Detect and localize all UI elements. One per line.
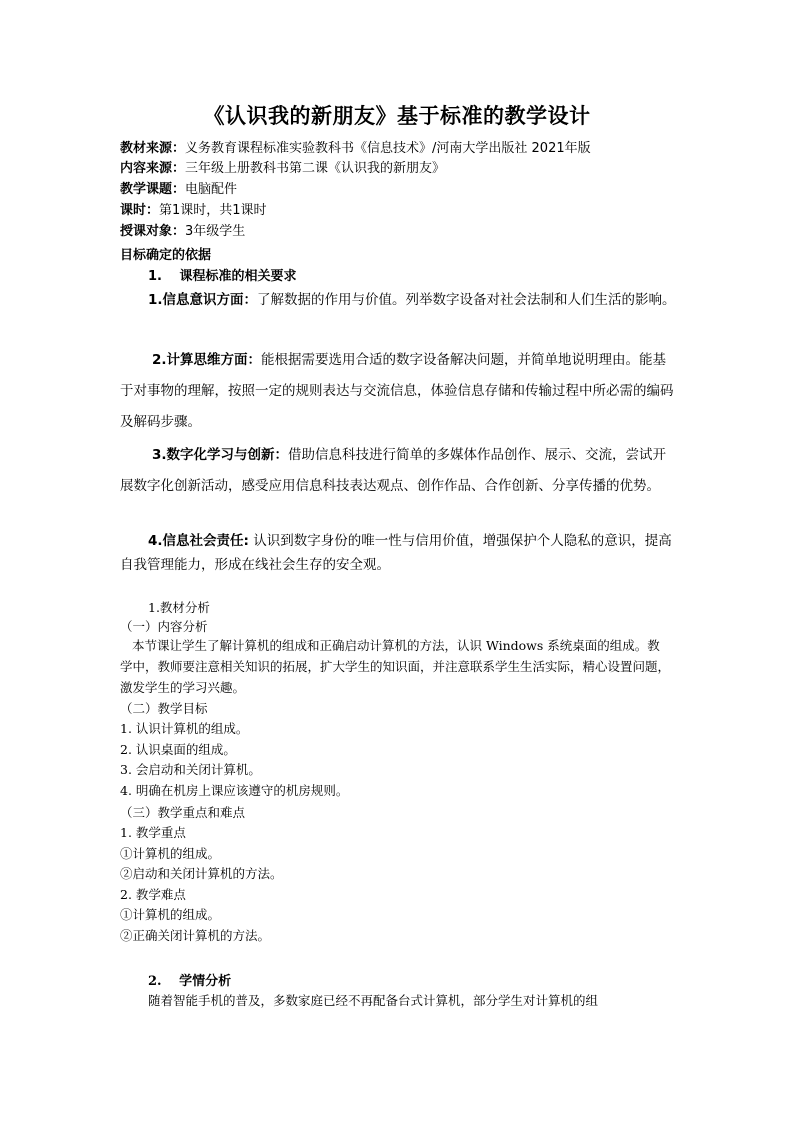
meta-source xyxy=(120,139,591,159)
meta-label: 教学课题： xyxy=(120,182,186,197)
meta-label: 授课对象： xyxy=(120,224,186,239)
standard-text: 了解数据的作用与价值。列举数字设备对社会法制和人们生活的影响。 xyxy=(257,292,676,308)
list-item: 2. 认识桌面的组成。 xyxy=(120,741,236,757)
standard-text: 能根据需要选用合适的数字设备解决问题，并简单地说明理由。能基于对事物的理解，按照一定的规则表达与交流信息，体验信息存储和传输过程中所必需的编码及解码步骤。 xyxy=(120,352,674,430)
meta-label: 课时： xyxy=(120,203,160,218)
standard-text: 认识到数字身份的唯一性与信用价值，增强保护个人隐私的意识，提高自我管理能力，形成在线社会生存的安全观。 xyxy=(120,533,672,573)
standard-lead: 4.信息社会责任: xyxy=(148,533,249,549)
content-text: 本节课让学生了解计算机的组成和正确启动计算机的方法，认识 Windows 系统桌面的组成。教学中，教师要注意相关知识的拓展，扩大学生的知识面，并注意联系学生生活实际，精心设置问题，激发学生的学习兴趣。 xyxy=(120,638,671,695)
goals-list xyxy=(120,719,348,801)
standard-paragraph-2 xyxy=(120,345,676,438)
list-item: 4. 明确在机房上课应该遵守的机房规则。 xyxy=(120,782,349,798)
list-item: ②正确关闭计算机的方法。 xyxy=(120,927,271,943)
meta-value: 义务教育课程标准实验教科书《信息技术》/河南大学出版社 2021年版 xyxy=(185,141,591,156)
standard-paragraph-3 xyxy=(120,440,676,502)
standard-text: 借助信息科技进行简单的多媒体作品创作、展示、交流，尝试开展数字化创新活动，感受应用信息科技表达观点、创作作品、合作创新、分享传播的优势。 xyxy=(120,447,667,494)
meta-value: 3年级学生 xyxy=(185,224,246,239)
content-heading: （一）内容分析 xyxy=(120,619,208,634)
meta-audience xyxy=(120,222,245,242)
learner-text: 随着智能手机的普及，多数家庭已经不再配备台式计算机，部分学生对计算机的组 xyxy=(148,993,599,1008)
list-item: 3. 会启动和关闭计算机。 xyxy=(120,762,261,777)
goals-heading: （二）教学目标 xyxy=(120,701,208,716)
page-title: 《认识我的新朋友》基于标准的教学设计 xyxy=(203,103,591,128)
meta-label: 教材来源： xyxy=(120,141,186,156)
standard-lead: 3.数字化学习与创新： xyxy=(152,447,289,463)
analysis-heading: 1.教材分析 xyxy=(148,600,210,615)
list-item: ②启动和关闭计算机的方法。 xyxy=(120,866,283,881)
standard-lead: 2.计算思维方面： xyxy=(152,352,262,368)
meta-value: 电脑配件 xyxy=(185,182,238,197)
standard-paragraph-1 xyxy=(120,285,676,316)
basis-heading: 目标确定的依据 xyxy=(120,248,212,263)
meta-value: 三年级上册教科书第二课《认识我的新朋友》 xyxy=(185,161,446,176)
keypoints-heading: （三）教学重点和难点 xyxy=(120,805,246,820)
keypoints-list xyxy=(120,823,283,946)
meta-label: 内容来源： xyxy=(120,161,186,176)
standards-heading: 1. 课程标准的相关要求 xyxy=(148,269,297,284)
standard-paragraph-4 xyxy=(120,529,676,577)
meta-topic xyxy=(120,180,237,200)
meta-period xyxy=(120,201,267,221)
standard-lead: 1.信息意识方面： xyxy=(148,292,258,308)
list-item: ①计算机的组成。 xyxy=(120,907,221,922)
learner-heading: 2. 学情分析 xyxy=(148,974,232,989)
list-item: 1. 教学重点 xyxy=(120,825,186,840)
meta-value: 第1课时，共1课时 xyxy=(159,203,267,218)
list-item: ①计算机的组成。 xyxy=(120,845,221,861)
meta-content xyxy=(120,159,445,179)
list-item: 1. 认识计算机的组成。 xyxy=(120,721,249,736)
list-item: 2. 教学难点 xyxy=(120,886,186,902)
